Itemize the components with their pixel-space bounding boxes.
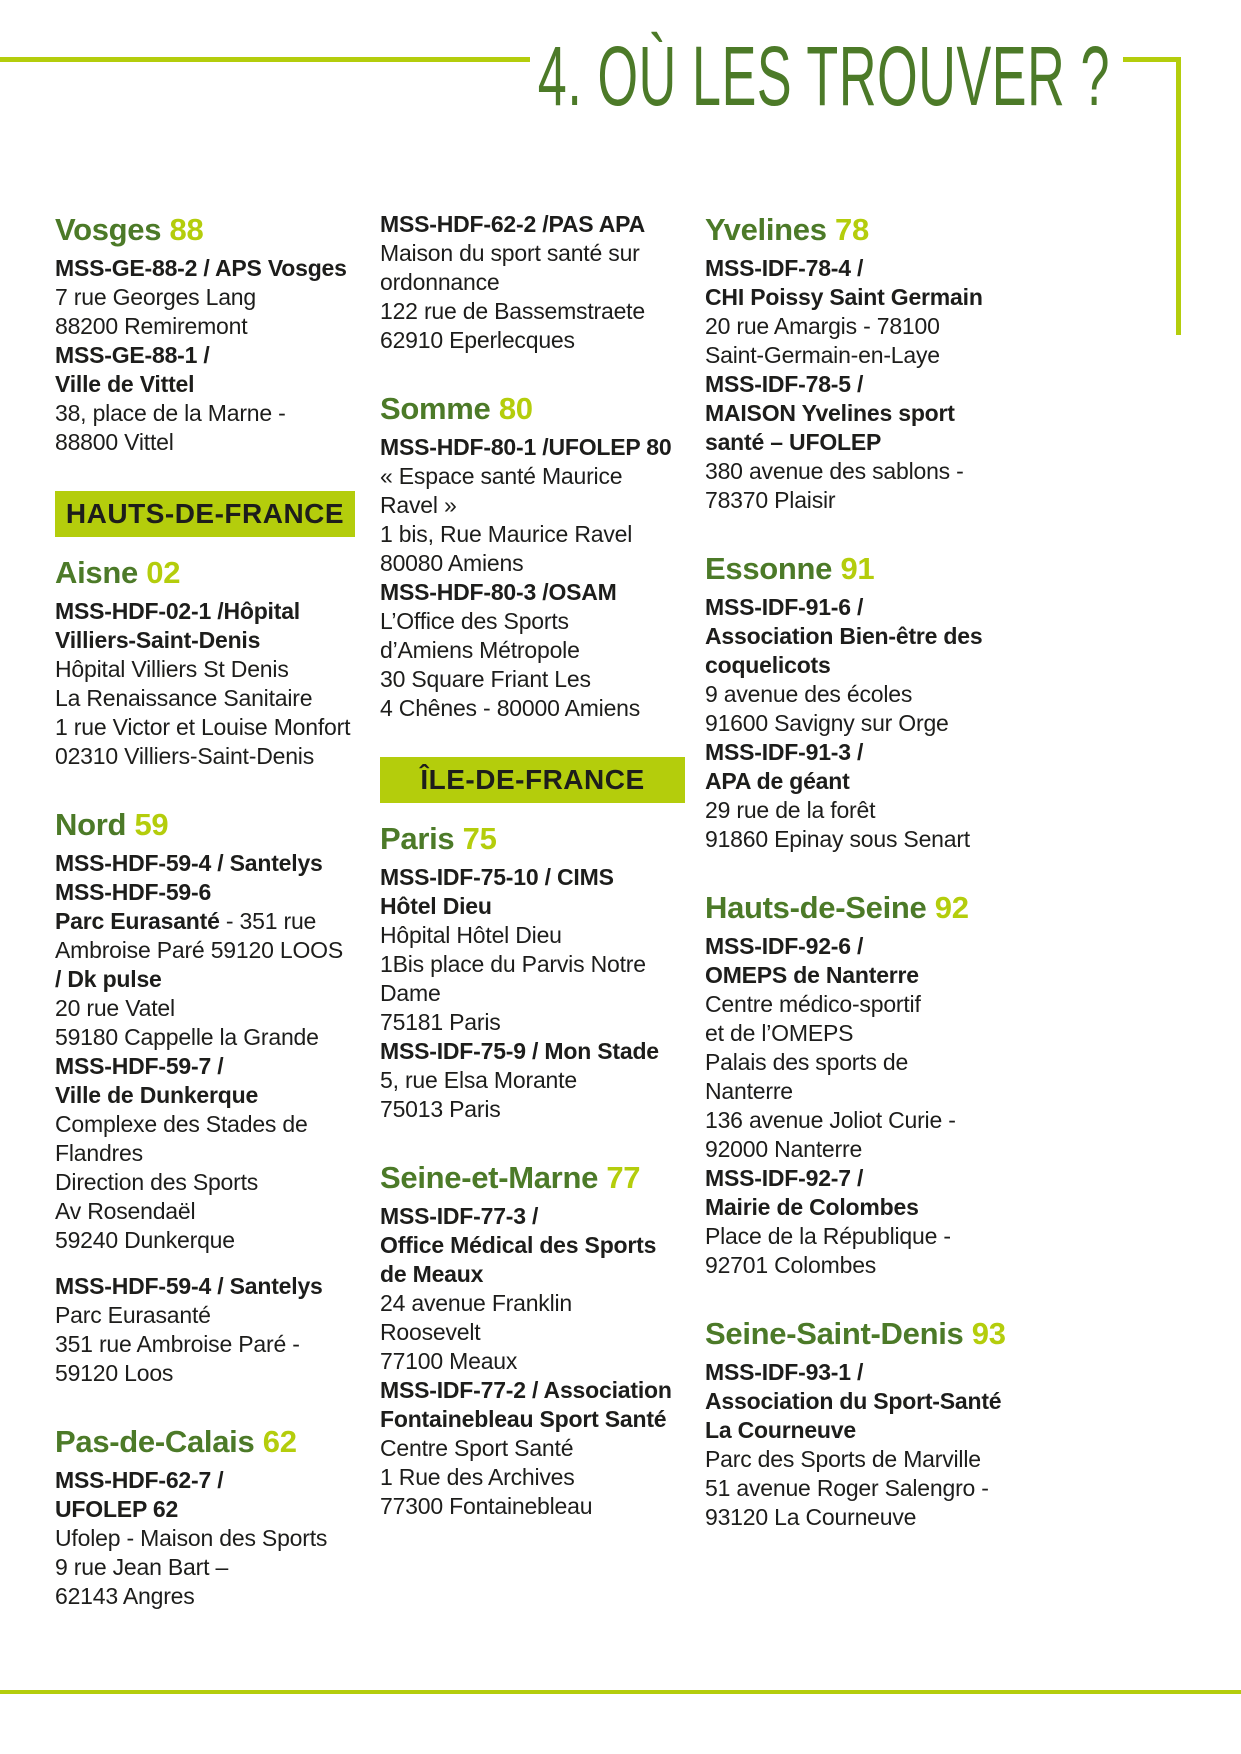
address-line [380, 1289, 705, 1318]
address-text: Hôpital Villiers St Denis [55, 656, 289, 682]
entry-title-line [705, 399, 1041, 428]
entry-code-text: Office Médical des Sports [380, 1232, 657, 1258]
entry-code-text: de Meaux [380, 1261, 484, 1287]
address-text: Place de la République - [705, 1223, 951, 1249]
department-header [705, 1314, 1041, 1354]
column-3 [705, 210, 1041, 1645]
department-number: 92 [934, 890, 969, 925]
entry-code-text: Ville de Dunkerque [55, 1082, 259, 1108]
address-line [55, 1226, 380, 1255]
department-name: Essonne [705, 551, 833, 586]
address-line [55, 428, 380, 457]
department-number: 93 [971, 1316, 1006, 1351]
address-text: 9 avenue des écoles [705, 681, 913, 707]
entry-title-line [55, 849, 380, 878]
department-name: Somme [380, 391, 491, 426]
address-text: 91600 Savigny sur Orge [705, 710, 949, 736]
address-text: 59180 Cappelle la Grande [55, 1024, 319, 1050]
address-line [55, 1582, 380, 1611]
address-text: 20 rue Amargis - 78100 [705, 313, 940, 339]
entry-code-text: Villiers-Saint-Denis [55, 627, 261, 653]
entry-code-text: Hôtel Dieu [380, 893, 492, 919]
entry-title-line [380, 1405, 705, 1434]
address-line [55, 713, 380, 742]
department-aisne [55, 553, 380, 771]
address-text: 80080 Amiens [380, 550, 524, 576]
address-text: Parc Eurasanté [55, 1302, 211, 1328]
department-number: 62 [262, 1424, 297, 1459]
department-header [55, 553, 380, 593]
address-line [380, 1463, 705, 1492]
entry-code-text: / Dk pulse [55, 966, 162, 992]
region-banner-ile-de-france: ÎLE-DE-FRANCE [380, 757, 685, 803]
address-text: Centre Sport Santé [380, 1435, 574, 1461]
department-header [55, 210, 380, 250]
address-line [55, 1110, 380, 1139]
address-text: 7 rue Georges Lang [55, 284, 256, 310]
address-line [55, 1023, 380, 1052]
address-line [705, 486, 1041, 515]
address-line [380, 921, 705, 950]
address-text: 30 Square Friant Les [380, 666, 591, 692]
department-yvelines [705, 210, 1041, 515]
entry-code-text: UFOLEP 62 [55, 1496, 179, 1522]
top-rule [0, 57, 530, 62]
entry-title-line [380, 210, 705, 239]
department-number: 77 [606, 1160, 641, 1195]
department-number: 75 [462, 821, 497, 856]
department-header [55, 805, 380, 845]
department-number: 59 [134, 807, 169, 842]
address-text: 4 Chênes - 80000 Amiens [380, 695, 641, 721]
entry-code-text: MSS-IDF-75-10 / CIMS [380, 864, 614, 890]
address-text: 91860 Epinay sous Senart [705, 826, 971, 852]
entry-title-line [705, 283, 1041, 312]
entry-code-text: MSS-IDF-91-3 / [705, 739, 864, 765]
address-line [705, 1135, 1041, 1164]
entry-code-text: MAISON Yvelines sport [705, 400, 955, 426]
entry-title-line [705, 767, 1041, 796]
address-text: 51 avenue Roger Salengro - [705, 1475, 989, 1501]
entry-code-text: MSS-IDF-75-9 / Mon Stade [380, 1038, 659, 1064]
address-text: Centre médico-sportif [705, 991, 921, 1017]
address-text: 75013 Paris [380, 1096, 501, 1122]
entry-title-line [705, 1416, 1041, 1445]
address-line [380, 1434, 705, 1463]
page-title: 4. OÙ LES TROUVER ? [537, 29, 1110, 123]
address-line [705, 312, 1041, 341]
entry-code-text: Association du Sport-Santé [705, 1388, 1002, 1414]
entry-title-line [55, 597, 380, 626]
entry-title-line [55, 1466, 380, 1495]
address-text: Complexe des Stades de [55, 1111, 308, 1137]
address-line [705, 1222, 1041, 1251]
address-line [380, 665, 705, 694]
address-line [705, 1019, 1041, 1048]
entry-title-line [55, 1495, 380, 1524]
entry-code-text: Parc Eurasanté [55, 908, 220, 934]
department-hauts-de-seine [705, 888, 1041, 1280]
corner-rule-vertical [1176, 57, 1181, 335]
address-line [55, 1168, 380, 1197]
department-name: Yvelines [705, 212, 827, 247]
entry-title-line [55, 907, 380, 936]
entry-title-line [55, 370, 380, 399]
entry-code-text: MSS-HDF-62-7 / [55, 1467, 224, 1493]
address-line [705, 457, 1041, 486]
entry-code-text: MSS-HDF-59-6 [55, 879, 212, 905]
department-header [380, 819, 705, 859]
department-header [705, 210, 1041, 250]
entry-title-line [380, 1376, 705, 1405]
address-text: 351 rue Ambroise Paré - [55, 1331, 300, 1357]
entry-title-line [705, 1387, 1041, 1416]
entry-code-text: MSS-HDF-02-1 /Hôpital [55, 598, 300, 624]
address-text: Ravel » [380, 492, 457, 518]
entry-title-line [380, 578, 705, 607]
entry-title-line [380, 1231, 705, 1260]
address-line [55, 1197, 380, 1226]
address-line [705, 825, 1041, 854]
address-text: 77100 Meaux [380, 1348, 518, 1374]
entry-title-line [380, 863, 705, 892]
address-text: Maison du sport santé sur [380, 240, 640, 266]
entry-title-line [380, 433, 705, 462]
entry-title-line [705, 961, 1041, 990]
address-text: « Espace santé Maurice [380, 463, 623, 489]
address-line [55, 312, 380, 341]
address-line [55, 655, 380, 684]
address-line [55, 936, 380, 965]
address-text: et de l’OMEPS [705, 1020, 854, 1046]
address-text: Saint-Germain-en-Laye [705, 342, 940, 368]
department-name: Seine-et-Marne [380, 1160, 599, 1195]
department-essonne [705, 549, 1041, 854]
entry-code-text: santé – UFOLEP [705, 429, 882, 455]
entry-code-text: MSS-IDF-92-7 / [705, 1165, 864, 1191]
entry-code-text: MSS-HDF-59-7 / [55, 1053, 224, 1079]
entry-code-text: Mairie de Colombes [705, 1194, 919, 1220]
address-text: 62143 Angres [55, 1583, 195, 1609]
bottom-rule [0, 1690, 1241, 1694]
address-text: Flandres [55, 1140, 143, 1166]
address-line [705, 1077, 1041, 1106]
department-header [380, 1158, 705, 1198]
address-line [380, 326, 705, 355]
address-text: Hôpital Hôtel Dieu [380, 922, 562, 948]
address-text: 59120 Loos [55, 1360, 174, 1386]
department-header [55, 1422, 380, 1462]
address-line [380, 950, 705, 979]
department-continuation [380, 210, 705, 355]
entry-title-line [380, 1037, 705, 1066]
address-line [380, 1318, 705, 1347]
entry-title-line [705, 370, 1041, 399]
address-line [705, 990, 1041, 1019]
department-name: Aisne [55, 555, 138, 590]
address-line [705, 1503, 1041, 1532]
entry-title-line [380, 892, 705, 921]
address-line [55, 1553, 380, 1582]
department-pas-de-calais [55, 1422, 380, 1611]
entry-code-text: MSS-GE-88-2 / APS Vosges [55, 255, 347, 281]
entry-title-line [705, 738, 1041, 767]
department-name: Nord [55, 807, 127, 842]
address-line [705, 341, 1041, 370]
address-text: Parc des Sports de Marville [705, 1446, 981, 1472]
address-line [705, 680, 1041, 709]
address-line [705, 1474, 1041, 1503]
department-nord [55, 805, 380, 1388]
entry-code-text: MSS-IDF-92-6 / [705, 933, 864, 959]
address-line [380, 297, 705, 326]
entry-code-text: Association Bien-être des [705, 623, 983, 649]
entry-code-text: Ville de Vittel [55, 371, 195, 397]
address-line [705, 1048, 1041, 1077]
entry-title-line [55, 965, 380, 994]
address-text: La Renaissance Sanitaire [55, 685, 313, 711]
address-line [55, 1301, 380, 1330]
entry-title-line [55, 878, 380, 907]
entry-code-text: MSS-HDF-59-4 / Santelys [55, 850, 323, 876]
department-vosges [55, 210, 380, 457]
department-name: Hauts-de-Seine [705, 890, 927, 925]
address-text: 122 rue de Bassemstraete [380, 298, 645, 324]
department-name: Seine-Saint-Denis [705, 1316, 964, 1351]
entry-code-text: MSS-HDF-59-4 / Santelys [55, 1273, 323, 1299]
entry-title-line [705, 254, 1041, 283]
department-seine-saint-denis [705, 1314, 1041, 1532]
address-text: 1 Rue des Archives [380, 1464, 575, 1490]
address-line [55, 994, 380, 1023]
department-somme [380, 389, 705, 723]
address-text: 24 avenue Franklin [380, 1290, 573, 1316]
address-line [380, 979, 705, 1008]
address-text: Direction des Sports [55, 1169, 259, 1195]
address-text: 380 avenue des sablons - [705, 458, 964, 484]
address-line [55, 742, 380, 771]
address-line [705, 709, 1041, 738]
department-name: Paris [380, 821, 455, 856]
address-text: Dame [380, 980, 441, 1006]
address-text: 78370 Plaisir [705, 487, 836, 513]
directory-columns [55, 210, 1041, 1645]
address-text: Ambroise Paré 59120 LOOS [55, 937, 343, 963]
entry-title-line [705, 622, 1041, 651]
address-line [380, 1066, 705, 1095]
entry-title-line [705, 428, 1041, 457]
entry-code-text: MSS-IDF-93-1 / [705, 1359, 864, 1385]
address-line [380, 607, 705, 636]
entry-title-line [705, 593, 1041, 622]
address-line [380, 1008, 705, 1037]
address-line [380, 694, 705, 723]
entry-code-text: coquelicots [705, 652, 831, 678]
address-line [705, 1251, 1041, 1280]
entry-title-line [380, 1202, 705, 1231]
entry-code-text: MSS-IDF-77-2 / Association [380, 1377, 672, 1403]
address-text: 02310 Villiers-Saint-Denis [55, 743, 315, 769]
entry-title-line [705, 932, 1041, 961]
entry-title-line [55, 1052, 380, 1081]
entry-code-text: MSS-GE-88-1 / [55, 342, 210, 368]
entry-code-text: MSS-IDF-77-3 / [380, 1203, 539, 1229]
address-line [705, 1445, 1041, 1474]
address-line [380, 1095, 705, 1124]
entry-code-text: MSS-IDF-78-4 / [705, 255, 864, 281]
address-line [380, 462, 705, 491]
address-line [380, 1347, 705, 1376]
address-text: Ufolep - Maison des Sports [55, 1525, 328, 1551]
address-line [380, 549, 705, 578]
address-line [55, 283, 380, 312]
column-1 [55, 210, 380, 1645]
address-text: 29 rue de la forêt [705, 797, 876, 823]
entry-title-line [705, 1358, 1041, 1387]
address-line [705, 1106, 1041, 1135]
address-text: 77300 Fontainebleau [380, 1493, 593, 1519]
address-text: 88800 Vittel [55, 429, 174, 455]
entry-title-line [55, 341, 380, 370]
address-text: 20 rue Vatel [55, 995, 175, 1021]
entry-code-text: MSS-HDF-80-3 /OSAM [380, 579, 617, 605]
department-number: 91 [840, 551, 875, 586]
address-line [380, 636, 705, 665]
address-text: 1 bis, Rue Maurice Ravel [380, 521, 633, 547]
department-header [705, 549, 1041, 589]
address-text: 5, rue Elsa Morante [380, 1067, 577, 1093]
address-line [380, 239, 705, 268]
address-text: Nanterre [705, 1078, 793, 1104]
address-text: Roosevelt [380, 1319, 481, 1345]
department-paris [380, 819, 705, 1124]
region-banner-hauts-de-france: HAUTS-DE-FRANCE [55, 491, 355, 537]
address-line [380, 268, 705, 297]
address-text: 9 rue Jean Bart – [55, 1554, 229, 1580]
entry-title-line [705, 651, 1041, 680]
department-name: Vosges [55, 212, 162, 247]
entry-title-line [55, 1081, 380, 1110]
address-text: - 351 rue [219, 908, 317, 934]
department-number: 88 [169, 212, 204, 247]
department-number: 78 [835, 212, 869, 247]
address-text: Av Rosendaël [55, 1198, 196, 1224]
address-text: 62910 Eperlecques [380, 327, 575, 353]
address-text: 93120 La Courneuve [705, 1504, 917, 1530]
entry-code-text: MSS-HDF-80-1 /UFOLEP 80 [380, 434, 672, 460]
address-text: 136 avenue Joliot Curie - [705, 1107, 956, 1133]
entry-code-text: MSS-IDF-78-5 / [705, 371, 864, 397]
entry-code-text: MSS-IDF-91-6 / [705, 594, 864, 620]
address-line [55, 1359, 380, 1388]
entry-title-line [705, 1164, 1041, 1193]
entry-code-text: CHI Poissy Saint Germain [705, 284, 983, 310]
department-number: 80 [498, 391, 533, 426]
department-number: 02 [146, 555, 181, 590]
address-line [55, 684, 380, 713]
address-text: 92000 Nanterre [705, 1136, 863, 1162]
department-seine-et-marne [380, 1158, 705, 1521]
address-line [55, 1139, 380, 1168]
address-text: 59240 Dunkerque [55, 1227, 235, 1253]
department-header [380, 389, 705, 429]
entry-code-text: APA de géant [705, 768, 850, 794]
address-text: 1 rue Victor et Louise Monfort [55, 714, 351, 740]
entry-code-text: Fontainebleau Sport Santé [380, 1406, 667, 1432]
department-header [705, 888, 1041, 928]
entry-title-line [55, 626, 380, 655]
address-line [55, 1330, 380, 1359]
address-text: 88200 Remiremont [55, 313, 248, 339]
corner-rule-horizontal [1123, 57, 1181, 62]
address-line [55, 399, 380, 428]
entry-code-text: MSS-HDF-62-2 /PAS APA [380, 211, 646, 237]
address-text: 38, place de la Marne - [55, 400, 286, 426]
address-line [380, 1492, 705, 1521]
entry-title-line [55, 1272, 380, 1301]
address-line [380, 491, 705, 520]
address-text: 1Bis place du Parvis Notre [380, 951, 646, 977]
entry-code-text: La Courneuve [705, 1417, 856, 1443]
entry-title-line [705, 1193, 1041, 1222]
entry-code-text: OMEPS de Nanterre [705, 962, 919, 988]
entry-title-line [380, 1260, 705, 1289]
entry-title-line [55, 254, 380, 283]
address-text: 92701 Colombes [705, 1252, 877, 1278]
address-line [380, 520, 705, 549]
address-text: 75181 Paris [380, 1009, 501, 1035]
address-text: Palais des sports de [705, 1049, 909, 1075]
address-line [705, 796, 1041, 825]
address-text: L’Office des Sports [380, 608, 569, 634]
address-text: d’Amiens Métropole [380, 637, 580, 663]
address-text: ordonnance [380, 269, 500, 295]
address-line [55, 1524, 380, 1553]
column-2 [380, 210, 705, 1645]
department-name: Pas-de-Calais [55, 1424, 255, 1459]
